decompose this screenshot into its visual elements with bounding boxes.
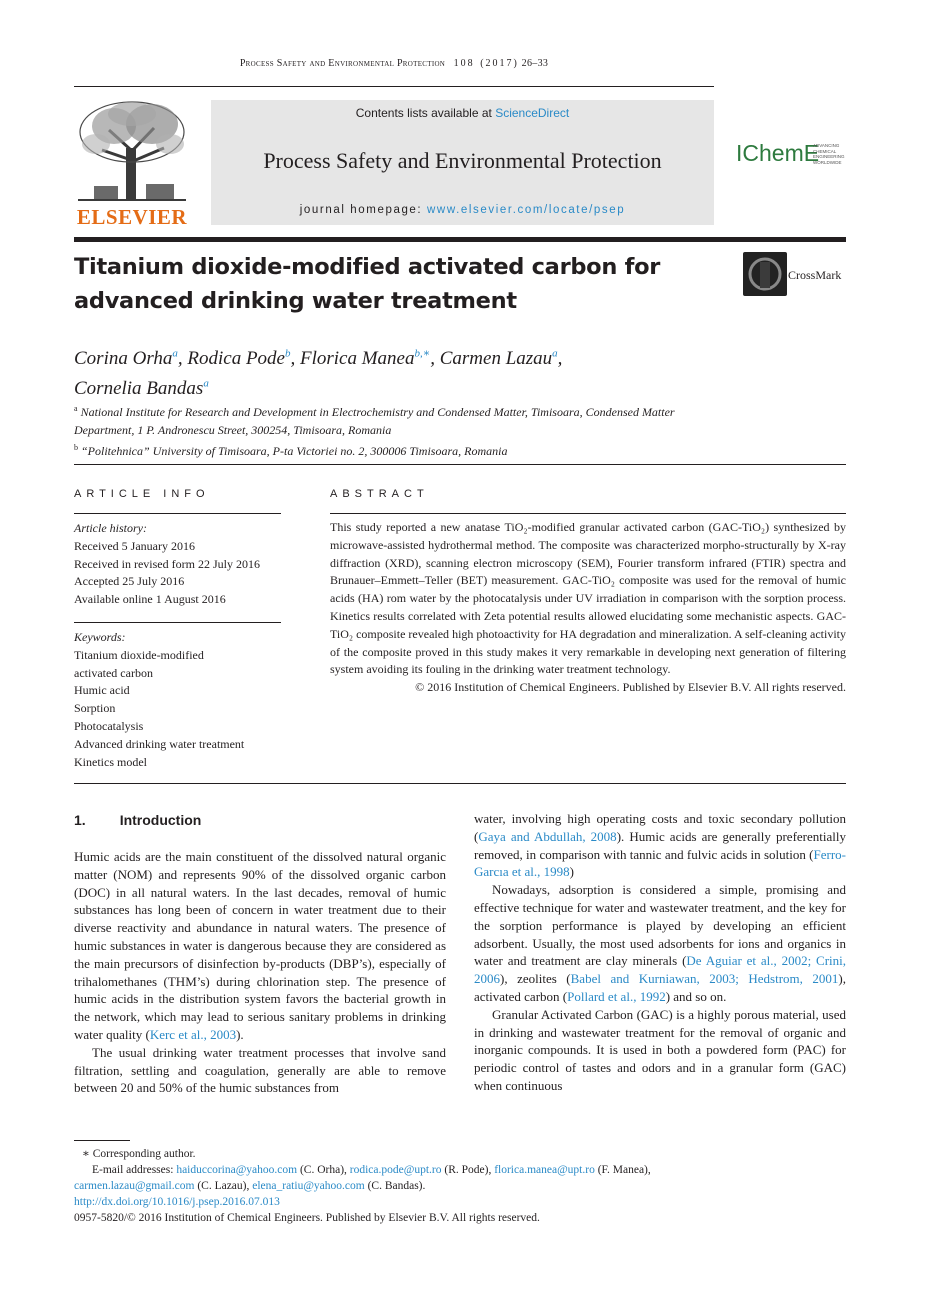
homepage-label: journal homepage:: [299, 204, 423, 216]
keyword: Kinetics model: [74, 754, 147, 769]
corresponding-author-note: ∗ Corresponding author.: [82, 1148, 196, 1160]
contents-line: [211, 106, 714, 120]
keywords: [74, 629, 294, 771]
history-item: Accepted 25 July 2016: [74, 574, 185, 589]
footnote-rule: [74, 1140, 130, 1141]
intro-paragraph: Granular Activated Carbon (GAC) is a highly porous material, used in drinking and wastewater treatment for the removal of organic and inorganic compounds. It is used in both a powdered form (PAC) for periodic control of tastes and odors and in a granular form (GAC) when continuous: [474, 1006, 846, 1093]
body-rule: [74, 783, 846, 784]
homepage-line: [211, 204, 714, 216]
running-head-volume: 108: [453, 58, 475, 69]
affiliation: $^b$ “Politehnica” University of Timisoara, P-ta Victoriei no. 2, 300006 Timisoara, Romania: [74, 443, 508, 458]
abstract-copyright: © 2016 Institution of Chemical Engineers. Published by Elsevier B.V. All rights reserved.: [415, 680, 846, 695]
keywords-rule: [74, 622, 281, 623]
running-head-journal: Process Safety and Environmental Protection: [239, 58, 446, 69]
citation-link[interactable]: Babel and Kurniawan, 2003; Hedstrom, 2001: [570, 971, 839, 987]
thick-rule: [74, 237, 846, 242]
intro-number: 1.: [74, 812, 86, 828]
abstract-paragraph: This study reported a new anatase TiO₂-modified granular activated carbon (GAC-TiO₂) synthesized by microwave-assisted hydrothermal method. The composite was characterized morpho-structurally by X-ray diffraction (XRD), scanning electron microscopy (SEM), Fourier transform infrared (FTIR) spectra and Brunauer–Emmett–Teller (BET) measurement. GAC-TiO₂ composite was used for the removal of humic acids (HA) rom water by the photocatalysis under UV irradiation in comparison with the sorption process. Kinetics results correlated with Zeta potential results allowed elucidating some mechanistic aspects. GAC-TiO₂ composite revealed high photoactivity for HA degradation and mineralization. A self-cleaning activity of the composite proved in this study makes it very remarkable in developing next generation of filtering system avoiding its fouling in the drinking water treatment technology.: [330, 520, 846, 677]
history-item: Received 5 January 2016: [74, 538, 195, 553]
issn-line: 0957-5820/© 2016 Institution of Chemical Engineers. Published by Elsevier B.V. All rights reserved.: [74, 1212, 540, 1224]
email-link[interactable]: haiduccorina@yahoo.com: [176, 1164, 298, 1176]
intro-paragraph: Humic acids are the main constituent of the dissolved natural organic matter (NOM) and represents 90% of the dissolved organic carbon (DOC) in all natural waters. In the last decades, removal of humic substances has long been of concern in water treatment due to their diverse reactivity and abundance in natural waters. The presence of humic substances in water is dangerous because they are considered as the main precursors of disinfection by-products (DBP’s), especially of trihalomethanes (THM’s) during chlorination step. The presence of humic acids in the distribution system favors the bacterial growth in the network, which may lead to serious sanitary problems in drinking water quality (Kerc et al., 2003).: [74, 849, 446, 1042]
email-line: E-mail addresses: haiduccorina@yahoo.com (C. Orha), rodica.pode@upt.ro (R. Pode), florica.manea@upt.ro (F. Manea),: [92, 1164, 651, 1176]
article-info-rule: [74, 513, 281, 514]
intro-title: Introduction: [119, 812, 202, 828]
citation-link[interactable]: Pollard et al., 1992: [567, 988, 666, 1004]
footnotes: [74, 1146, 846, 1226]
title-line-1: Titanium dioxide-modified activated carbon for: [74, 254, 661, 280]
right-column: [474, 810, 846, 1095]
history-item: Available online 1 August 2016: [74, 592, 226, 607]
running-head-pages: 26–33: [521, 58, 549, 69]
affiliations: [74, 400, 734, 461]
citation-link[interactable]: Gaya and Abdullah, 2008: [478, 828, 617, 844]
article-info-heading: ARTICLE INFO: [74, 488, 210, 500]
keyword: Advanced drinking water treatment: [74, 736, 245, 751]
intro-paragraph: water, involving high operating costs and toxic secondary pollution (Gaya and Abdullah, 2008). Humic acids are generally preferentially removed, in comparison with tannic and fulvic acids in solution (Ferro-Garcıa et al., 1998): [474, 811, 846, 880]
citation-link[interactable]: De Aguiar et al., 2002; Crini, 2006: [474, 953, 847, 987]
journal-banner: [211, 100, 714, 225]
email-link[interactable]: carmen.lazau@gmail.com: [74, 1180, 195, 1192]
keywords-label: Keywords:: [74, 630, 126, 644]
affiliation: $^a$ National Institute for Research and Development in Electrochemistry and Condensed Matter, Timisoara, Condensed Matter Department, 1 P. Andronescu Street, 300254, Timisoara, Romania: [74, 404, 675, 437]
email-line: carmen.lazau@gmail.com (C. Lazau), elena_ratiu@yahoo.com (C. Bandas).: [74, 1180, 426, 1192]
doi-link[interactable]: http://dx.doi.org/10.1016/j.psep.2016.07.013: [74, 1196, 280, 1208]
keyword: activated carbon: [74, 665, 153, 680]
author: Cornelia Bandas$^a$: [74, 377, 209, 399]
intro-paragraph: Nowadays, adsorption is considered a simple, promising and effective technique for water and wastewater treatment, and the key for the sorption performance is played by developing an efficient adsorbent. Usually, the most used adsorbents for ions and organics in water and treatment are clay minerals (De Aguiar et al., 2002; Crini, 2006), zeolites (Babel and Kurniawan, 2003; Hedstrom, 2001), activated carbon (Pollard et al., 1992) and so on.: [474, 882, 847, 1004]
author: Florica Manea$^{b,∗}$,: [299, 348, 435, 370]
citation-link[interactable]: Kerc et al., 2003: [149, 1026, 237, 1042]
email-link[interactable]: elena_ratiu@yahoo.com: [252, 1180, 365, 1192]
icheme-logo: IChemE: [736, 140, 820, 166]
title-line-2: advanced drinking water treatment: [74, 288, 517, 314]
abstract-body: [330, 519, 846, 697]
author: Corina Orha$^a$,: [74, 348, 183, 370]
email-link[interactable]: rodica.pode@upt.ro: [349, 1164, 442, 1176]
intro-paragraph: The usual drinking water treatment processes that involve sand filtration, settling and coagulation, generally are able to remove between 20 and 50% of the humic substances from: [74, 1044, 446, 1096]
journal-title: Process Safety and Environmental Protection: [263, 148, 662, 173]
author-list: [74, 342, 714, 401]
article-history: [74, 520, 284, 609]
running-head-year: (2017): [480, 58, 519, 69]
abstract-heading: ABSTRACT: [330, 488, 429, 500]
contents-prefix: Contents lists available at: [355, 106, 492, 120]
author: Carmen Lazau$^a$,: [439, 348, 563, 370]
keyword: Humic acid: [74, 683, 130, 698]
email-link[interactable]: florica.manea@upt.ro: [494, 1164, 595, 1176]
citation-link[interactable]: Ferro-Garcıa et al., 1998: [474, 846, 846, 880]
section-rule: [74, 464, 846, 465]
elsevier-tree-logo: [74, 100, 190, 204]
crossmark-icon[interactable]: [743, 252, 787, 296]
homepage-link[interactable]: www.elsevier.com/locate/psep: [427, 204, 626, 216]
author: Rodica Pode$^b$,: [187, 348, 296, 370]
header-rule: [74, 86, 714, 87]
keyword: Titanium dioxide-modified: [74, 647, 204, 662]
elsevier-wordmark: ELSEVIER: [76, 205, 188, 229]
running-head: [74, 58, 714, 69]
keyword: Photocatalysis: [74, 718, 144, 733]
history-item: Received in revised form 22 July 2016: [74, 556, 260, 571]
crossmark-label[interactable]: CrossMark: [788, 268, 842, 282]
left-column: [74, 848, 446, 1097]
sciencedirect-link[interactable]: ScienceDirect: [495, 106, 570, 120]
intro-heading: [74, 812, 201, 828]
icheme-tagline: ADVANCING CHEMICAL ENGINEERING WORLDWIDE: [813, 143, 845, 165]
abstract-rule: [330, 513, 846, 514]
keyword: Sorption: [74, 701, 116, 716]
article-title: [74, 250, 724, 318]
history-label: Article history:: [74, 521, 147, 535]
